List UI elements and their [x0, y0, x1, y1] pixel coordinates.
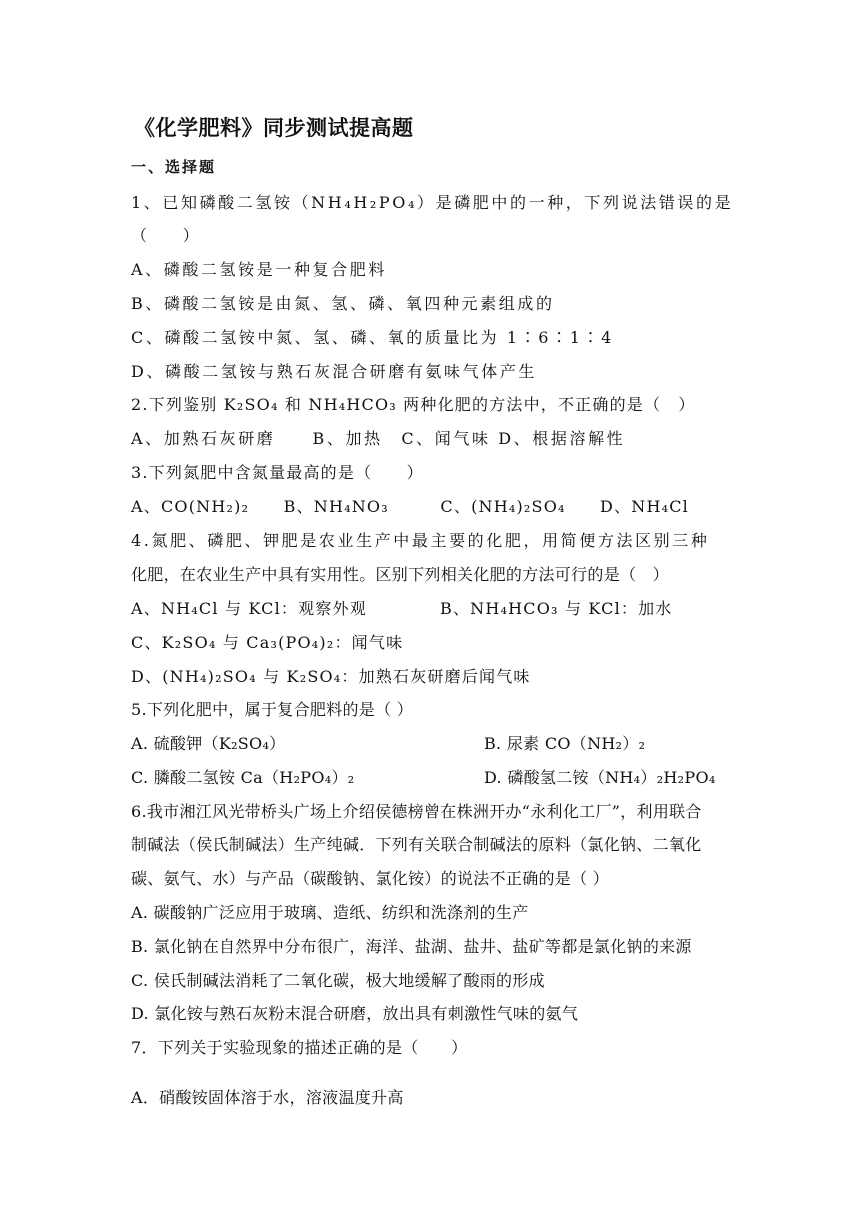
question-1-option-d: D、磷酸二氢铵与熟石灰混合研磨有氨味气体产生: [131, 362, 538, 381]
question-6-stem-line-1: 6.我市湘江风光带桥头广场上介绍侯德榜曾在株洲开办“永利化工厂”，利用联合: [131, 802, 702, 821]
question-3-stem: 3.下列氮肥中含氮量最高的是（ ）: [131, 463, 424, 482]
question-6-option-d: D. 氯化铵与熟石灰粉末混合研磨，放出具有刺激性气味的氨气: [131, 1004, 579, 1023]
section-heading: 一、选择题: [131, 158, 217, 176]
question-4-stem-line-2: 化肥，在农业生产中具有实用性。区别下列相关化肥的方法可行的是（ ）: [131, 565, 669, 584]
page-title: 《化学肥料》同步测试提高题: [134, 116, 414, 140]
question-2-stem: 2.下列鉴别 K₂SO₄ 和 NH₄HCO₃ 两种化肥的方法中，不正确的是（ ）: [131, 395, 696, 414]
question-1-option-b: B、磷酸二氢铵是由氮、氢、磷、氧四种元素组成的: [131, 294, 555, 313]
question-6-stem-line-2: 制碱法（侯氏制碱法）生产纯碱．下列有关联合制碱法的原料（氯化钠、二氧化: [131, 835, 702, 854]
question-6-option-a: A. 碳酸钠广泛应用于玻璃、造纸、纺织和洗涤剂的生产: [131, 903, 529, 922]
question-4-option-c: C、K₂SO₄ 与 Ca₃(PO₄)₂：闻气味: [131, 633, 404, 652]
question-4-option-d: D、(NH₄)₂SO₄ 与 K₂SO₄：加熟石灰研磨后闻气味: [131, 667, 531, 686]
question-1-option-c: C、磷酸二氢铵中氮、氢、磷、氧的质量比为 1∶6∶1∶4: [131, 328, 614, 347]
question-2-options: A、加熟石灰研磨 B、加热 C、闻气味 D、根据溶解性: [131, 429, 626, 448]
question-7-stem: 7．下列关于实验现象的描述正确的是（ ）: [131, 1038, 468, 1057]
question-5-option-c: C. 膦酸二氢铵 Ca（H₂PO₄）₂: [131, 768, 355, 787]
question-4-option-b: B、NH₄HCO₃ 与 KCl：加水: [440, 599, 673, 618]
question-5-option-d: D. 磷酸氢二铵（NH₄）₂H₂PO₄: [484, 768, 716, 787]
question-6-option-b: B. 氯化钠在自然界中分布很广，海洋、盐湖、盐井、盐矿等都是氯化钠的来源: [131, 937, 692, 956]
question-5-option-b: B. 尿素 CO（NH₂）₂: [484, 734, 646, 753]
question-1-stem: 1、已知磷酸二氢铵（NH₄H₂PO₄）是磷肥中的一种，下列说法错误的是: [131, 193, 734, 212]
question-3-options: A、CO(NH₂)₂ B、NH₄NO₃ C、(NH₄)₂SO₄ D、NH₄Cl: [131, 497, 689, 516]
question-1-option-a: A、磷酸二氢铵是一种复合肥料: [131, 260, 387, 279]
question-4-option-a: A、NH₄Cl 与 KCl：观察外观: [131, 599, 367, 618]
question-5-stem: 5.下列化肥中，属于复合肥料的是（ ）: [131, 700, 414, 719]
question-4-stem-line-1: 4.氮肥、磷肥、钾肥是农业生产中最主要的化肥，用简便方法区别三种: [131, 531, 710, 550]
question-7-option-a: A．硝酸铵固体溶于水，溶液温度升高: [131, 1088, 404, 1107]
question-1-bracket: （ ）: [131, 226, 200, 245]
question-5-option-a: A. 硫酸钾（K₂SO₄）: [131, 734, 286, 753]
question-6-stem-line-3: 碳、氨气、水）与产品（碳酸钠、氯化铵）的说法不正确的是（ ）: [131, 869, 610, 888]
question-6-option-c: C. 侯氏制碱法消耗了二氧化碳，极大地缓解了酸雨的形成: [131, 971, 545, 990]
